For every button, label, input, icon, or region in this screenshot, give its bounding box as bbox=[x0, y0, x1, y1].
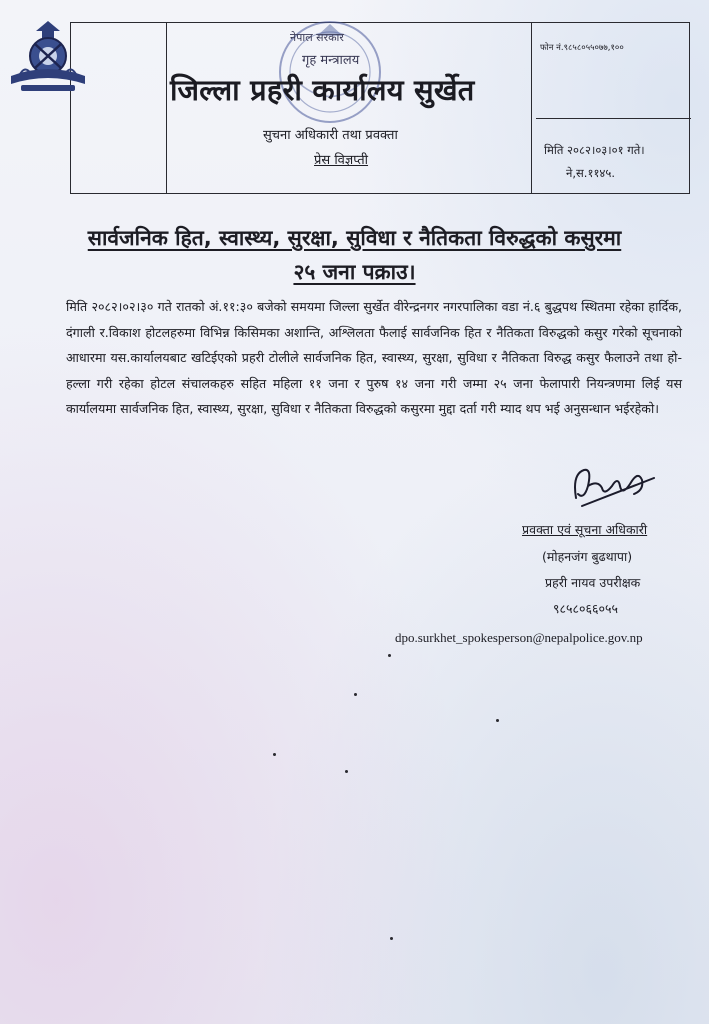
officer-label: सुचना अधिकारी तथा प्रवक्ता bbox=[263, 128, 398, 143]
handwritten-signature-icon bbox=[568, 456, 658, 512]
paper-speck bbox=[345, 770, 348, 773]
paper-speck bbox=[388, 654, 391, 657]
nepal-police-emblem-icon bbox=[5, 18, 91, 98]
headline-line-1: सार्वजनिक हित, स्वास्थ्य, सुरक्षा, सुविधा र नैतिकता विरुद्धको कसुरमा bbox=[87, 226, 622, 250]
reference-number: ने,स.११४५. bbox=[566, 166, 616, 180]
paper-speck bbox=[354, 693, 357, 696]
signatory-rank: प्रहरी नायव उपरीक्षक bbox=[545, 575, 641, 590]
letterhead-divider bbox=[536, 118, 691, 119]
paper-speck bbox=[496, 719, 499, 722]
issue-date: मिति २०८२।०३।०१ गते। bbox=[544, 143, 645, 157]
phone-number: फोन नं.९८५८०५५०७७,१०० bbox=[540, 43, 624, 53]
office-title: जिल्ला प्रहरी कार्यालय सुर्खेत bbox=[170, 73, 475, 107]
government-label: नेपाल सरकार bbox=[290, 31, 344, 44]
signatory-phone: ९८५८०६६०५५ bbox=[553, 601, 619, 616]
headline-line-2: २५ जना पक्राउ। bbox=[293, 260, 416, 284]
ministry-label: गृह मन्त्रालय bbox=[302, 53, 360, 68]
press-release-body: मिति २०८२।०२।३० गते रातको अं.११:३० बजेको समयमा जिल्ला सुर्खेत वीरेन्द्रनगर नगरपालिका वडा नं.६ बुद्धपथ स्थितमा रहेका हार्दिक, दंगाली र.विकाश होटलहरुमा विभिन्न किसिमका अशान्ति, अश्लिलता फैलाई सार्वजनिक हित र नैतिकता विरुद्धको कसुर गरेको सूचनाको आधारमा यस.कार्यालयबाट खटिईएको प्रहरी टोलीले सार्वजनिक हित, स्वास्थ्य, सुरक्षा, सुविधा र नैतिकता विरुद्ध कसुर फैलाउने तथा हो-हल्ला गरी रहेका होटल संचालकहरु सहित महिला ११ जना र पुरुष १४ जना गरी जम्मा २५ जना फेलापारी नियन्त्रणमा लिई यस कार्यालयमा सार्वजनिक हित, स्वास्थ्य, सुरक्षा, सुविधा र नैतिकता विरुद्धको कसुरमा मुद्दा दर्ता गरी म्याद थप भई अनुसन्धान भईरहेको। bbox=[66, 299, 682, 416]
paper-speck bbox=[390, 937, 393, 940]
signatory-title: प्रवक्ता एवं सूचना अधिकारी bbox=[522, 522, 648, 537]
signatory-name: (मोहनजंग बुढथापा) bbox=[542, 549, 633, 564]
press-release-label: प्रेस विज्ञप्ती bbox=[314, 153, 369, 168]
signatory-email: dpo.surkhet_spokesperson@nepalpolice.gov.np bbox=[395, 630, 643, 645]
paper-speck bbox=[273, 753, 276, 756]
